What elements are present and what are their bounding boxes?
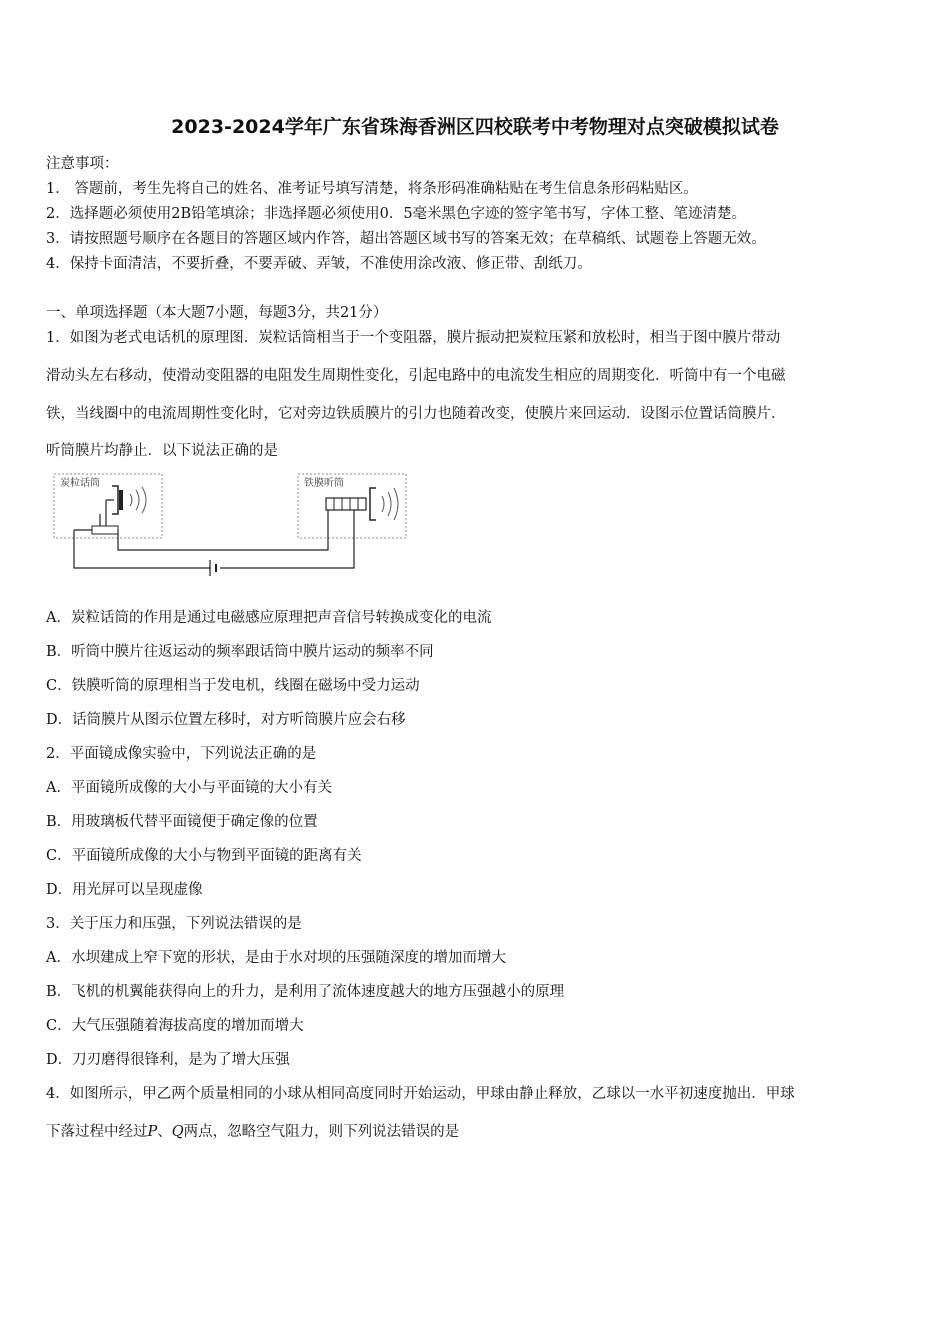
question-3-option-a: A．水坝建成上窄下宽的形状，是由于水对坝的压强随深度的增加而增大	[46, 950, 506, 966]
question-2-option-b: B．用玻璃板代替平面镜便于确定像的位置	[46, 814, 318, 830]
q4-separator: 、	[157, 1124, 172, 1140]
notice-item: 3．请按照题号顺序在各题目的答题区域内作答，超出答题区域书写的答案无效；在草稿纸、试题卷上答题无效。	[46, 231, 766, 247]
telephone-circuit-diagram	[46, 470, 416, 582]
q4-text: 两点，忽略空气阻力，则下列说法错误的是	[183, 1124, 460, 1140]
microphone-label: 炭粒话筒	[60, 478, 100, 489]
question-3-option-d: D．刀刃磨得很锋利，是为了增大压强	[46, 1052, 290, 1068]
question-4-stem-line	[46, 1120, 459, 1141]
question-2-option-c: C．平面镜所成像的大小与物到平面镜的距离有关	[46, 848, 362, 864]
q4-text: 下落过程中经过	[46, 1124, 148, 1140]
question-1-stem-line: 滑动头左右移动，使滑动变阻器的电阻发生周期性变化，引起电路中的电流发生相应的周期变化．听筒中有一个电磁	[46, 368, 786, 384]
notice-item: 1． 答题前，考生先将自己的姓名、准考证号填写清楚，将条形码准确粘贴在考生信息条形码粘贴区。	[46, 181, 698, 197]
question-3-option-c: C．大气压强随着海拔高度的增加而增大	[46, 1018, 304, 1034]
electromagnet-coil	[326, 498, 366, 510]
notice-item: 4．保持卡面清洁，不要折叠，不要弄破、弄皱，不准使用涂改液、修正带、刮纸刀。	[46, 256, 592, 272]
question-2-stem: 2．平面镜成像实验中，下列说法正确的是	[46, 746, 317, 762]
question-1-option-a: A．炭粒话筒的作用是通过电磁感应原理把声音信号转换成变化的电流	[46, 610, 492, 626]
page-title: 2023-2024学年广东省珠海香洲区四校联考中考物理对点突破模拟试卷	[171, 116, 779, 138]
question-1-option-b: B．听筒中膜片往返运动的频率跟话筒中膜片运动的频率不同	[46, 644, 434, 660]
question-1-option-d: D．话筒膜片从图示位置左移时，对方听筒膜片应会右移	[46, 712, 406, 728]
question-2-option-a: A．平面镜所成像的大小与平面镜的大小有关	[46, 780, 332, 796]
rheostat	[92, 526, 118, 534]
notice-item: 2．选择题必须使用2B铅笔填涂；非选择题必须使用0．5毫米黑色字迹的签字笔书写，字体工整、笔迹清楚。	[46, 206, 747, 222]
section-heading: 一、单项选择题（本大题7小题，每题3分，共21分）	[46, 305, 388, 321]
point-q: Q	[171, 1124, 184, 1140]
question-3-option-b: B．飞机的机翼能获得向上的升力，是利用了流体速度越大的地方压强越小的原理	[46, 984, 565, 1000]
question-1-stem-line: 铁，当线圈中的电流周期性变化时，它对旁边铁质膜片的引力也随着改变，使膜片来回运动．设图示位置话筒膜片．	[46, 406, 786, 422]
notice-heading: 注意事项：	[46, 156, 119, 172]
question-1-stem-line: 1．如图为老式电话机的原理图．炭粒话筒相当于一个变阻器，膜片振动把炭粒压紧和放松时，相当于图中膜片带动	[46, 330, 781, 346]
question-1-stem-line: 听筒膜片均静止．以下说法正确的是	[46, 443, 278, 459]
question-4-stem-line: 4．如图所示，甲乙两个质量相同的小球从相同高度同时开始运动，甲球由静止释放，乙球以一水平初速度抛出．甲球	[46, 1086, 795, 1102]
point-p: P	[147, 1124, 158, 1140]
question-2-option-d: D．用光屏可以呈现虚像	[46, 882, 203, 898]
question-3-stem: 3．关于压力和压强，下列说法错误的是	[46, 916, 302, 932]
receiver-diaphragm	[370, 488, 376, 520]
question-1-option-c: C．铁膜听筒的原理相当于发电机，线圈在磁场中受力运动	[46, 678, 420, 694]
receiver-label: 铁膜听筒	[304, 478, 344, 489]
